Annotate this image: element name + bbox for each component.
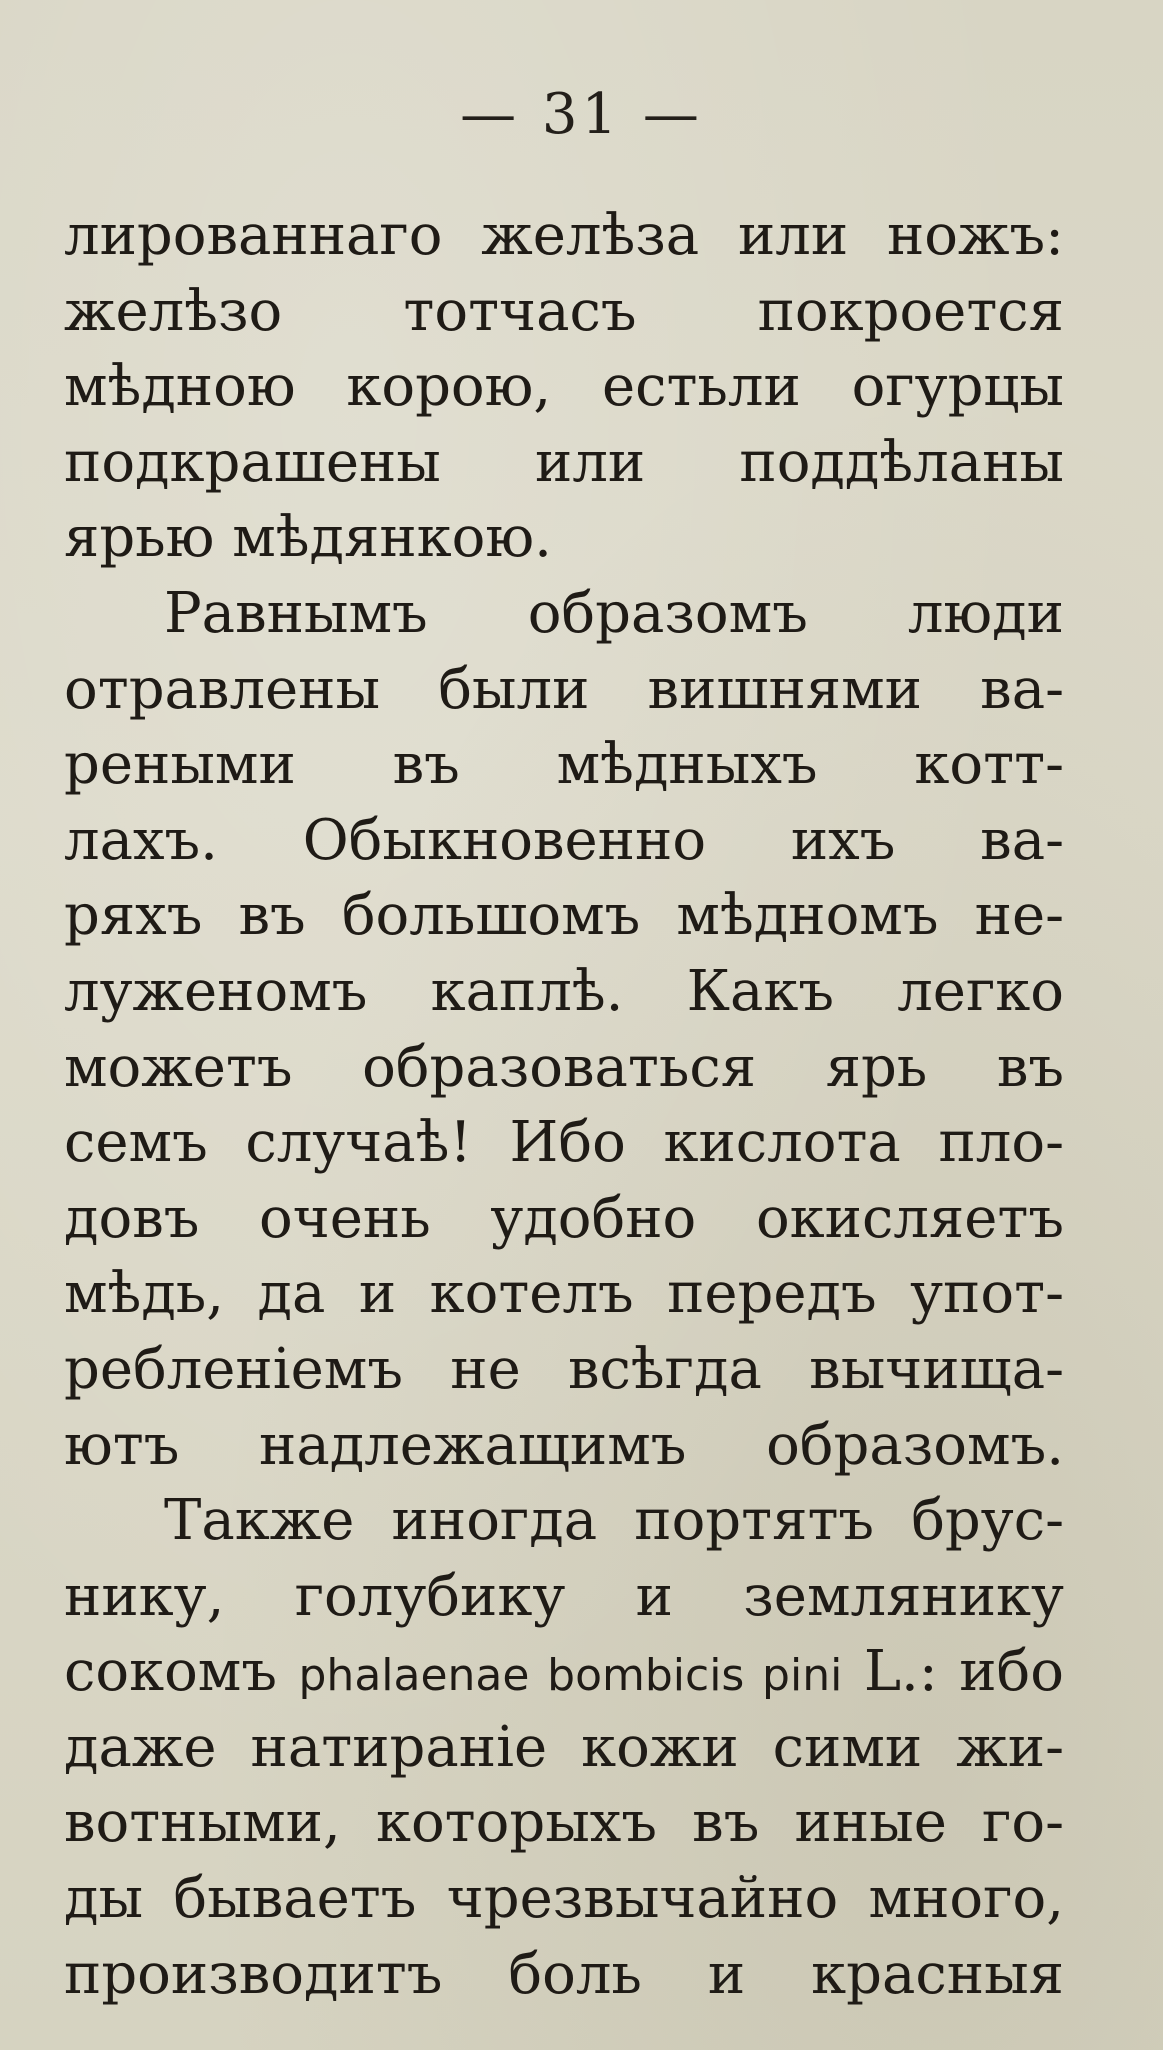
text-line: ребленіемъ не всѣгда вычища- xyxy=(64,1336,1064,1402)
text-line: ряхъ въ большомъ мѣдномъ не- xyxy=(64,883,1064,949)
text-line: производитъ боль и красныя xyxy=(64,1941,1064,2007)
text-line: ютъ надлежащимъ образомъ. xyxy=(64,1412,1064,1478)
text-line: мѣдною корою, естьли огурцы xyxy=(64,354,1064,420)
text-line: семъ случаѣ! Ибо кислота пло- xyxy=(64,1110,1064,1176)
paragraph-start-line: Равнымъ образомъ люди xyxy=(164,580,1064,646)
text-line: лированнаго желѣза или ножъ: xyxy=(64,203,1064,268)
text-line: мѣдь, да и котелъ передъ упот- xyxy=(64,1261,1064,1327)
text-line: отравлены были вишнями ва- xyxy=(64,656,1064,722)
text-line: желѣзо тотчасъ покроется xyxy=(64,278,1064,344)
text-fragment: L.: ибо xyxy=(863,1639,1064,1705)
text-line: реными въ мѣдныхъ котт- xyxy=(64,732,1064,798)
text-line: ярью мѣдянкою. xyxy=(64,505,552,571)
text-line: ды бываетъ чрезвычайно много, xyxy=(64,1866,1064,1932)
text-line: нику, голубику и землянику xyxy=(64,1563,1064,1629)
page-number: — 31 — xyxy=(460,82,703,147)
page-body-text xyxy=(64,198,1064,2012)
paragraph-start-line: Также иногда портятъ брус- xyxy=(164,1488,1064,1554)
text-line: луженомъ каплѣ. Какъ легко xyxy=(64,958,1064,1024)
text-line: даже натираніе кожи сими жи- xyxy=(64,1714,1064,1780)
text-line: подкрашены или поддѣланы xyxy=(64,429,1064,495)
latin-species-name: phalaenae bombicis pini xyxy=(298,1650,843,1702)
text-line-with-latin xyxy=(64,1634,1064,1710)
text-line: довъ очень удобно окисляетъ xyxy=(64,1185,1064,1251)
text-line: вотными, которыхъ въ иные го- xyxy=(64,1790,1064,1856)
text-line: лахъ. Обыкновенно ихъ ва- xyxy=(64,807,1064,873)
text-line: можетъ образоваться ярь въ xyxy=(64,1034,1064,1100)
text-fragment: сокомъ xyxy=(64,1639,277,1705)
